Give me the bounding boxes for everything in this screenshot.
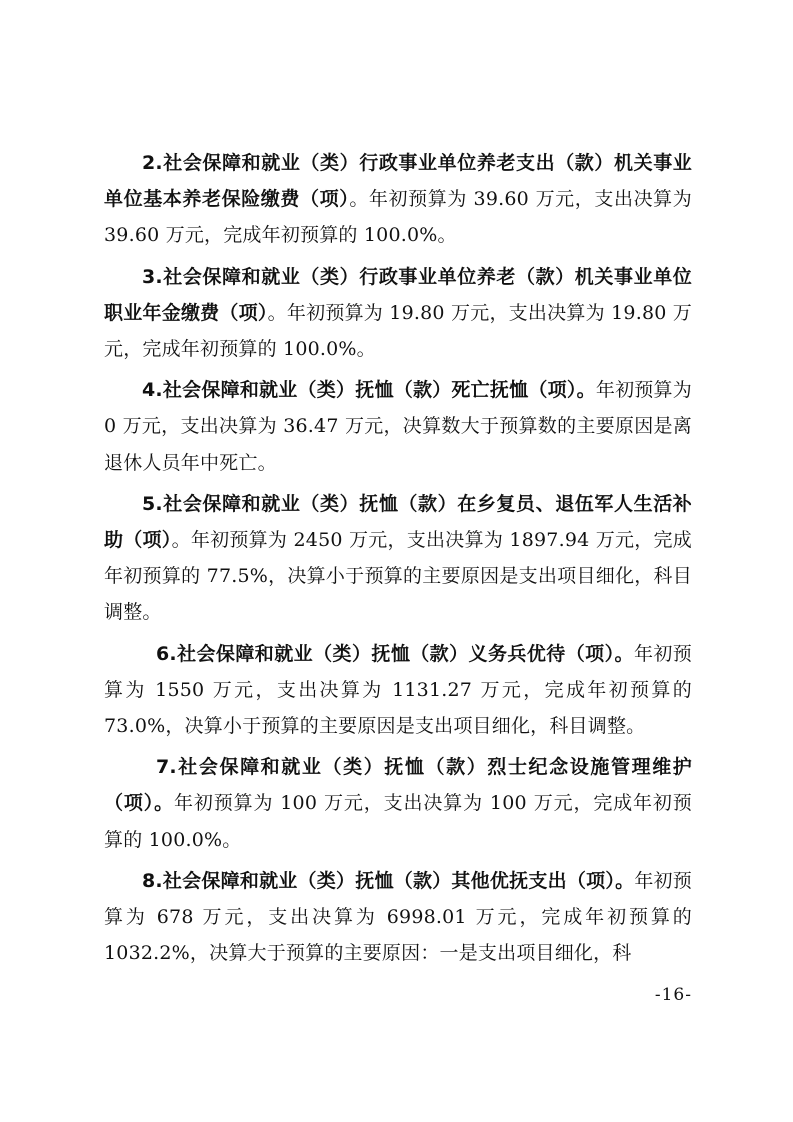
paragraph-item-7 bbox=[104, 749, 692, 858]
paragraph-item-4 bbox=[104, 372, 692, 481]
paragraph-text: 。年初预算为 19.80 万元，支出决算为 19.80 万元，完成年初预算的 100.0%。 bbox=[104, 301, 692, 361]
paragraph-heading: 4.社会保障和就业（类）抚恤（款）死亡抚恤（项）。 bbox=[142, 379, 596, 402]
paragraph-item-5 bbox=[104, 486, 692, 631]
paragraph-text: 年初预算为 1550 万元，支出决算为 1131.27 万元，完成年初预算的 73.0%，决算小于预算的主要原因是支出项目细化，科目调整。 bbox=[104, 642, 693, 738]
paragraph-heading: 8.社会保障和就业（类）抚恤（款）其他优抚支出（项）。 bbox=[142, 869, 635, 892]
paragraph-item-3 bbox=[104, 259, 692, 368]
paragraph-text: 年初预算为 678 万元，支出决算为 6998.01 万元，完成年初预算的 1032.2%，决算大于预算的主要原因：一是支出项目细化，科 bbox=[104, 869, 692, 965]
paragraph-heading: 3.社会保障和就业（类）行政事业单位养老（款）机关事业单位职业年金缴费（项） bbox=[104, 265, 692, 324]
paragraph-heading: 6.社会保障和就业（类）抚恤（款）义务兵优待（项）。 bbox=[156, 642, 634, 665]
paragraph-text: 。年初预算为 2450 万元，支出决算为 1897.94 万元，完成年初预算的 77.5%，决算小于预算的主要原因是支出项目细化，科目调整。 bbox=[104, 529, 692, 624]
paragraph-heading: 7.社会保障和就业（类）抚恤（款）烈士纪念设施管理维护（项）。 bbox=[104, 756, 692, 815]
paragraph-item-8 bbox=[104, 863, 692, 972]
paragraph-heading: 2.社会保障和就业（类）行政事业单位养老支出（款）机关事业单位基本养老保险缴费（项） bbox=[104, 152, 692, 211]
paragraph-text: 年初预算为 100 万元，支出决算为 100 万元，完成年初预算的 100.0%。 bbox=[104, 792, 693, 851]
paragraph-item-6 bbox=[104, 636, 692, 745]
paragraph-item-2 bbox=[104, 145, 692, 254]
page-number: -16- bbox=[654, 985, 692, 1005]
paragraph-text: 。年初预算为 39.60 万元，支出决算为 39.60 万元，完成年初预算的 100.0%。 bbox=[104, 188, 692, 247]
document-body bbox=[104, 145, 692, 976]
paragraph-heading: 5.社会保障和就业（类）抚恤（款）在乡复员、退伍军人生活补助（项） bbox=[104, 492, 692, 552]
paragraph-text: 年初预算为 0 万元，支出决算为 36.47 万元，决算数大于预算数的主要原因是离退休人员年中死亡。 bbox=[104, 379, 692, 474]
